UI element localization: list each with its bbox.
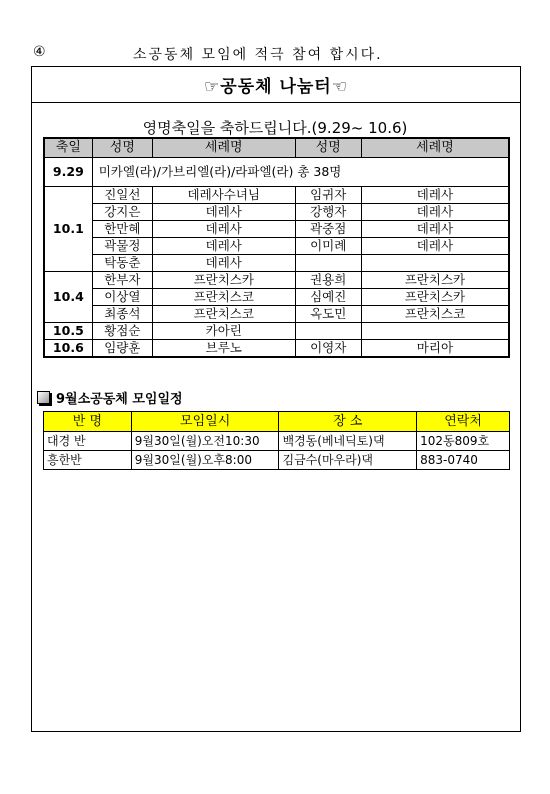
table-cell: 프란치스카	[361, 289, 509, 306]
table-cell: 곽중점	[295, 221, 361, 238]
table-cell: 데레사	[361, 204, 509, 221]
table-cell: 9월30일(월)오후8:00	[131, 451, 279, 470]
feast-day-cell: 10.1	[44, 187, 92, 272]
table-cell: 데레사수녀님	[152, 187, 295, 204]
table-cell: 102동809호	[417, 432, 510, 451]
schedule-table	[43, 411, 510, 470]
table-cell: 강행자	[295, 204, 361, 221]
table-cell	[361, 323, 509, 340]
table-row	[44, 272, 509, 289]
table-cell: 옥도민	[295, 306, 361, 323]
schedule-header-row	[44, 412, 510, 432]
feast-day-cell: 10.4	[44, 272, 92, 323]
col-header-name: 성명	[92, 138, 152, 158]
table-cell: 임량훈	[92, 340, 152, 358]
table-cell: 백경동(베네딕토)댁	[279, 432, 417, 451]
feast-title: 영명축일을 축하드립니다.(9.29~ 10.6)	[142, 119, 408, 137]
table-row	[44, 255, 509, 272]
table-cell: 심예진	[295, 289, 361, 306]
table-row	[44, 158, 509, 187]
table-cell: 프란치스카	[152, 272, 295, 289]
table-cell: 데레사	[152, 221, 295, 238]
feast-day-cell: 10.5	[44, 323, 92, 340]
table-cell: 곽물정	[92, 238, 152, 255]
table-row	[44, 323, 509, 340]
table-cell	[295, 323, 361, 340]
col-header-group: 반 명	[44, 412, 132, 432]
table-row	[44, 221, 509, 238]
feast-day-cell: 9.29	[44, 158, 92, 187]
table-cell: 마리아	[361, 340, 509, 358]
table-row	[44, 451, 510, 470]
table-cell: 강지은	[92, 204, 152, 221]
table-cell: 한만혜	[92, 221, 152, 238]
table-cell: 임귀자	[295, 187, 361, 204]
table-cell: 흥한반	[44, 451, 132, 470]
table-row	[44, 238, 509, 255]
table-cell	[361, 255, 509, 272]
table-cell: 진일선	[92, 187, 152, 204]
table-cell: 프란치스코	[152, 289, 295, 306]
table-cell: 카아린	[152, 323, 295, 340]
col-header-name-2: 성명	[295, 138, 361, 158]
feast-day-cell: 10.6	[44, 340, 92, 358]
col-header-baptismal-name: 세례명	[152, 138, 295, 158]
table-cell: 데레사	[152, 255, 295, 272]
schedule-title: 9월소공동체 모임일정	[56, 392, 183, 407]
table-row	[44, 289, 509, 306]
square-bullet-icon	[37, 391, 50, 404]
col-header-baptismal-name-2: 세례명	[361, 138, 509, 158]
table-cell: 최종석	[92, 306, 152, 323]
table-cell: 브루노	[152, 340, 295, 358]
table-row	[44, 204, 509, 221]
table-cell	[295, 255, 361, 272]
table-cell: 데레사	[361, 187, 509, 204]
table-cell: 데레사	[152, 204, 295, 221]
table-cell: 권용희	[295, 272, 361, 289]
table-cell: 탁동춘	[92, 255, 152, 272]
table-row	[44, 306, 509, 323]
table-row	[44, 187, 509, 204]
table-cell: 황점순	[92, 323, 152, 340]
col-header-datetime: 모임일시	[131, 412, 279, 432]
feast-header-row	[44, 138, 509, 158]
table-cell: 883-0740	[417, 451, 510, 470]
page-subtitle: 소공동체 모임에 적극 참여 합시다.	[133, 47, 383, 63]
table-cell: 데레사	[361, 238, 509, 255]
table-cell: 데레사	[152, 238, 295, 255]
table-cell: 프란치스코	[152, 306, 295, 323]
table-cell: 프란치스카	[361, 272, 509, 289]
table-cell: 9월30일(월)오전10:30	[131, 432, 279, 451]
table-row	[44, 340, 509, 358]
col-header-feast-day: 축일	[44, 138, 92, 158]
table-cell: 이상열	[92, 289, 152, 306]
col-header-contact: 연락처	[417, 412, 510, 432]
table-cell: 김금수(마우라)댁	[279, 451, 417, 470]
table-cell: 미카엘(라)/가브리엘(라)/라파엘(라) 총 38명	[92, 158, 509, 187]
table-row	[44, 432, 510, 451]
feast-table	[43, 137, 510, 358]
table-cell: 데레사	[361, 221, 509, 238]
section-banner: ☞공동체 나눔터☜	[31, 66, 521, 103]
col-header-place: 장 소	[279, 412, 417, 432]
table-cell: 프란치스코	[361, 306, 509, 323]
table-cell: 한부자	[92, 272, 152, 289]
table-cell: 대경 반	[44, 432, 132, 451]
page-number: ④	[33, 44, 46, 60]
schedule-heading	[37, 388, 183, 407]
table-cell: 이미례	[295, 238, 361, 255]
table-cell: 이영자	[295, 340, 361, 358]
